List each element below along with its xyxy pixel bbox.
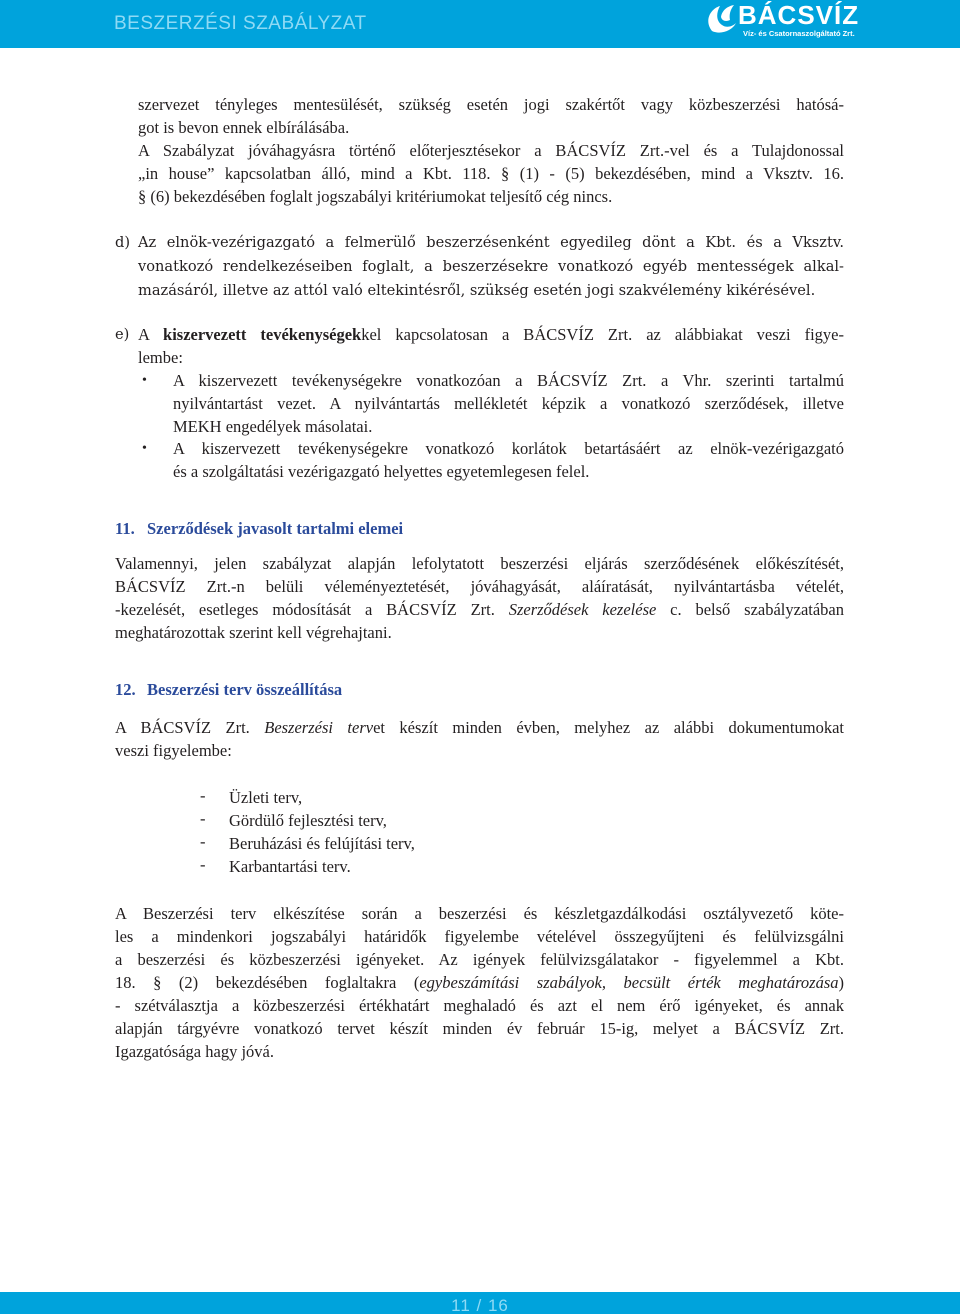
section-12-para-line-3: a beszerzési és közbeszerzési igényeket. Az igények felülvizsgálatakor - figyelemmel a Kbt. [115, 950, 844, 969]
header-title: BESZERZÉSI SZABÁLYZAT [114, 13, 367, 34]
list-item: Beruházási és felújítási terv, [229, 834, 415, 853]
section-number: 12. [115, 680, 136, 699]
list-item: Üzleti terv, [229, 788, 303, 807]
item-e-line-2: lembe: [138, 348, 183, 367]
item-e-bullet-2-line-1: A kiszervezett tevékenységekre vonatkozó korlátok betartásáért az elnök-vezérigazgató [173, 439, 844, 458]
list-dash: - [200, 832, 206, 851]
item-e-bullet-1-line-2: nyilvántartást vezet. A nyilvántartás mellékletét képzik a vonatkozó szerződések, illetve [173, 394, 844, 413]
section-12-para-line-4: 18. § (2) bekezdésében foglaltakra (egybeszámítási szabályok, becsült érték meghatározása) [115, 973, 844, 992]
section-12-para-line-5: - szétválasztja a közbeszerzési értékhatárt meghaladó és azt el nem érő igényeket, és annak [115, 996, 844, 1015]
section-12-line-1: A BÁCSVÍZ Zrt. Beszerzési tervet készít minden évben, melyhez az alábbi dokumentumokat [115, 718, 844, 737]
section-11-line-2: BÁCSVÍZ Zrt.-n belüli véleményeztetését, jóváhagyását, aláíratását, nyilvántartásba vételét, [115, 577, 844, 596]
section-12-para-line-7: Igazgatósága hagy jóvá. [115, 1042, 274, 1061]
list-dash: - [200, 786, 206, 805]
italic-term: egybeszámítási szabályok, becsült érték meghatározása [419, 973, 839, 992]
section-11-line-1: Valamennyi, jelen szabályzat alapján lefolytatott beszerzési eljárás szerződésének előkészítését, [115, 554, 844, 573]
bullet-icon: • [142, 373, 147, 388]
item-e-bullet-1-line-3: MEKH engedélyek másolatai. [173, 417, 373, 436]
section-number: 11. [115, 519, 135, 538]
bold-term: kiszervezett tevékenységek [163, 325, 362, 344]
intro-line-2: got is bevon ennek elbírálásába. [138, 118, 350, 137]
water-drop-icon [706, 3, 740, 33]
italic-term: Szerződések kezelése [508, 600, 657, 619]
item-d-line-1: Az elnök-vezérigazgató a felmerülő beszerzésenként egyedileg dönt a Kbt. és a Vksztv. [138, 234, 844, 251]
item-d-line-3: mazásáról, illetve az attól való eltekintésről, szükség esetén jogi szakvélemény kikérésével. [138, 282, 816, 299]
section-title: Szerződések javasolt tartalmi elemei [147, 519, 404, 538]
list-item: Gördülő fejlesztési terv, [229, 811, 387, 830]
italic-term: Beszerzési terv [264, 718, 374, 737]
item-d-label: d) [115, 234, 131, 251]
item-e-label: e) [115, 326, 130, 343]
section-11-line-4: meghatározottak szerint kell végrehajtani. [115, 623, 392, 642]
section-12-line-2: veszi figyelembe: [115, 741, 232, 760]
section-title: Beszerzési terv összeállítása [147, 680, 343, 699]
list-item: Karbantartási terv. [229, 857, 351, 876]
logo-subtitle: Víz- és Csatornaszolgáltató Zrt. [743, 29, 855, 38]
bacsviz-logo [706, 0, 860, 41]
section-11-line-3: -kezelését, esetleges módosítását a BÁCSVÍZ Zrt. Szerződések kezelése c. belső szabályzatában [115, 600, 845, 619]
list-dash: - [200, 809, 206, 828]
intro-line-4: „in house” kapcsolatban álló, mind a Kbt. 118. § (1) - (5) bekezdésében, mind a Vksztv. 16. [138, 164, 844, 183]
list-dash: - [200, 855, 206, 874]
item-e-line-1: A kiszervezett tevékenységekkel kapcsolatosan a BÁCSVÍZ Zrt. az alábbiakat veszi figye- [138, 325, 845, 344]
page-header [0, 0, 960, 48]
item-d-line-2: vonatkozó rendelkezéseiben foglalt, a beszerzésekre vonatkozó egyéb mentességek alkal- [138, 258, 844, 275]
item-e-bullet-1-line-1: A kiszervezett tevékenységekre vonatkozóan a BÁCSVÍZ Zrt. a Vhr. szerinti tartalmú [173, 371, 844, 390]
intro-line-3: A Szabályzat jóváhagyásra történő előterjesztésekor a BÁCSVÍZ Zrt.-vel és a Tulajdonossal [138, 141, 844, 160]
section-12-para-line-1: A Beszerzési terv elkészítése során a beszerzési és készletgazdálkodási osztályvezető köte- [115, 904, 844, 923]
section-12-heading [115, 680, 342, 700]
intro-line-1: szervezet tényleges mentesülését, szükség esetén jogi szakértőt vagy közbeszerzési hatósá- [138, 95, 844, 114]
item-e-bullet-2-line-2: és a szolgáltatási vezérigazgató helyettes egyetemlegesen felel. [173, 462, 590, 481]
logo-wordmark: BÁCSVÍZ [738, 0, 860, 30]
page-number: 11 / 16 [451, 1296, 509, 1314]
section-11-heading [115, 519, 403, 539]
bullet-icon: • [142, 441, 147, 456]
section-12-para-line-6: alapján tárgyévre vonatkozó tervet készít minden év február 15-ig, melyet a BÁCSVÍZ Zrt. [115, 1019, 844, 1038]
intro-line-5: § (6) bekezdésében foglalt jogszabályi kritériumokat teljesítő cég nincs. [138, 187, 613, 206]
section-12-para-line-2: les a mindenkori jogszabályi határidők figyelembe vételével összegyűjteni és felülvizsgálni [115, 927, 844, 946]
